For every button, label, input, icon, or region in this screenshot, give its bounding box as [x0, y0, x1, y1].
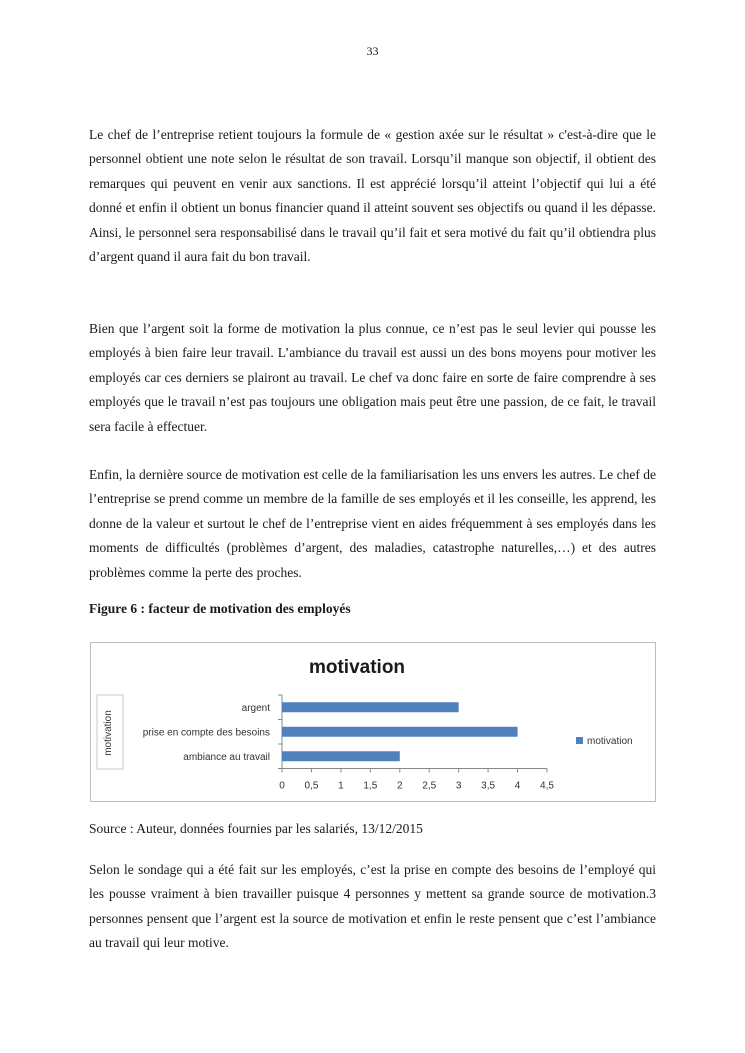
x-tick-label: 4: [514, 780, 521, 792]
x-tick-label: 4,5: [540, 780, 554, 792]
x-tick-label: 3: [455, 780, 462, 792]
x-tick-label: 0,5: [304, 780, 319, 792]
bar-argent: [282, 702, 459, 712]
x-tick-label: 2,5: [422, 780, 437, 792]
bar-prise-en-compte-des-besoins: [282, 727, 518, 737]
legend-label: motivation: [587, 736, 633, 747]
x-tick-label: 1,5: [363, 780, 378, 792]
motivation-bar-chart: [91, 643, 655, 801]
paragraph-1: Le chef de l’entreprise retient toujours la formule de « gestion axée sur le résultat » c'est-à-dire que le personnel obtient une note selon le résultat de son travail. Lorsqu’il manque son objectif, il obtient des remarques qui peuvent en venir aux sanctions. Il est apprécié lorsqu’il atteint l’objectif qui lui a été donné et enfin il obtient un bonus financier quand il atteint souvent ses objectifs ou quand il les dépasse. Ainsi, le personnel sera responsabilisé dans le travail qu’il fait et sera motivé du fait qu’il obtiendra plus d’argent quand il aura fait du bon travail.: [89, 127, 656, 265]
chart-title: motivation: [308, 657, 406, 678]
page-number: 33: [366, 44, 379, 58]
x-tick-label: 1: [338, 780, 344, 792]
legend: [576, 736, 633, 747]
x-tick-label: 3,5: [481, 780, 496, 792]
plot-area: [143, 695, 555, 792]
figure-caption: Figure 6 : facteur de motivation des employés: [89, 601, 351, 616]
category-label: prise en compte des besoins: [142, 727, 270, 739]
figure-source: Source : Auteur, données fournies par les salariés, 13/12/2015: [89, 821, 423, 836]
legend-swatch: [576, 737, 583, 744]
chart-container: [90, 642, 656, 802]
x-tick-label: 0: [279, 780, 285, 792]
paragraph-3: Enfin, la dernière source de motivation est celle de la familiarisation les uns envers les autres. Le chef de l’entreprise se prend comme un membre de la famille de ses employés et il les conseille, les apprend, les donne de la valeur et surtout le chef de l’entreprise vient en aides fréquemment à ses employés dans les moments de difficultés (problèmes d’argent, des maladies, catastrophe naturelles,…) et des autres problèmes comme la perte des proches.: [89, 467, 656, 580]
bar-ambiance-au-travail: [282, 751, 400, 761]
category-label: ambiance au travail: [183, 751, 270, 763]
paragraph-2: Bien que l’argent soit la forme de motivation la plus connue, ce n’est pas le seul levier qui pousse les employés à bien faire leur travail. L’ambiance du travail est aussi un des bons moyens pour motiver les employés car ces derniers se plairont au travail. Le chef va donc faire en sorte de faire comprendre à ses employés que le travail n’est pas toujours une obligation mais peut être une passion, de ce fait, le travail sera facile à effectuer.: [89, 321, 656, 434]
y-axis-title: motivation: [103, 710, 114, 756]
x-tick-label: 2: [396, 780, 403, 792]
paragraph-4: Selon le sondage qui a été fait sur les employés, c’est la prise en compte des besoins de l’employé qui les pousse vraiment à bien travailler puisque 4 personnes y mettent sa grande source de motivation.3 personnes pensent que l’argent est la source de motivation et enfin le reste pensent que c’est l’ambiance au travail qui leur motive.: [89, 862, 656, 951]
category-label: argent: [241, 702, 270, 714]
